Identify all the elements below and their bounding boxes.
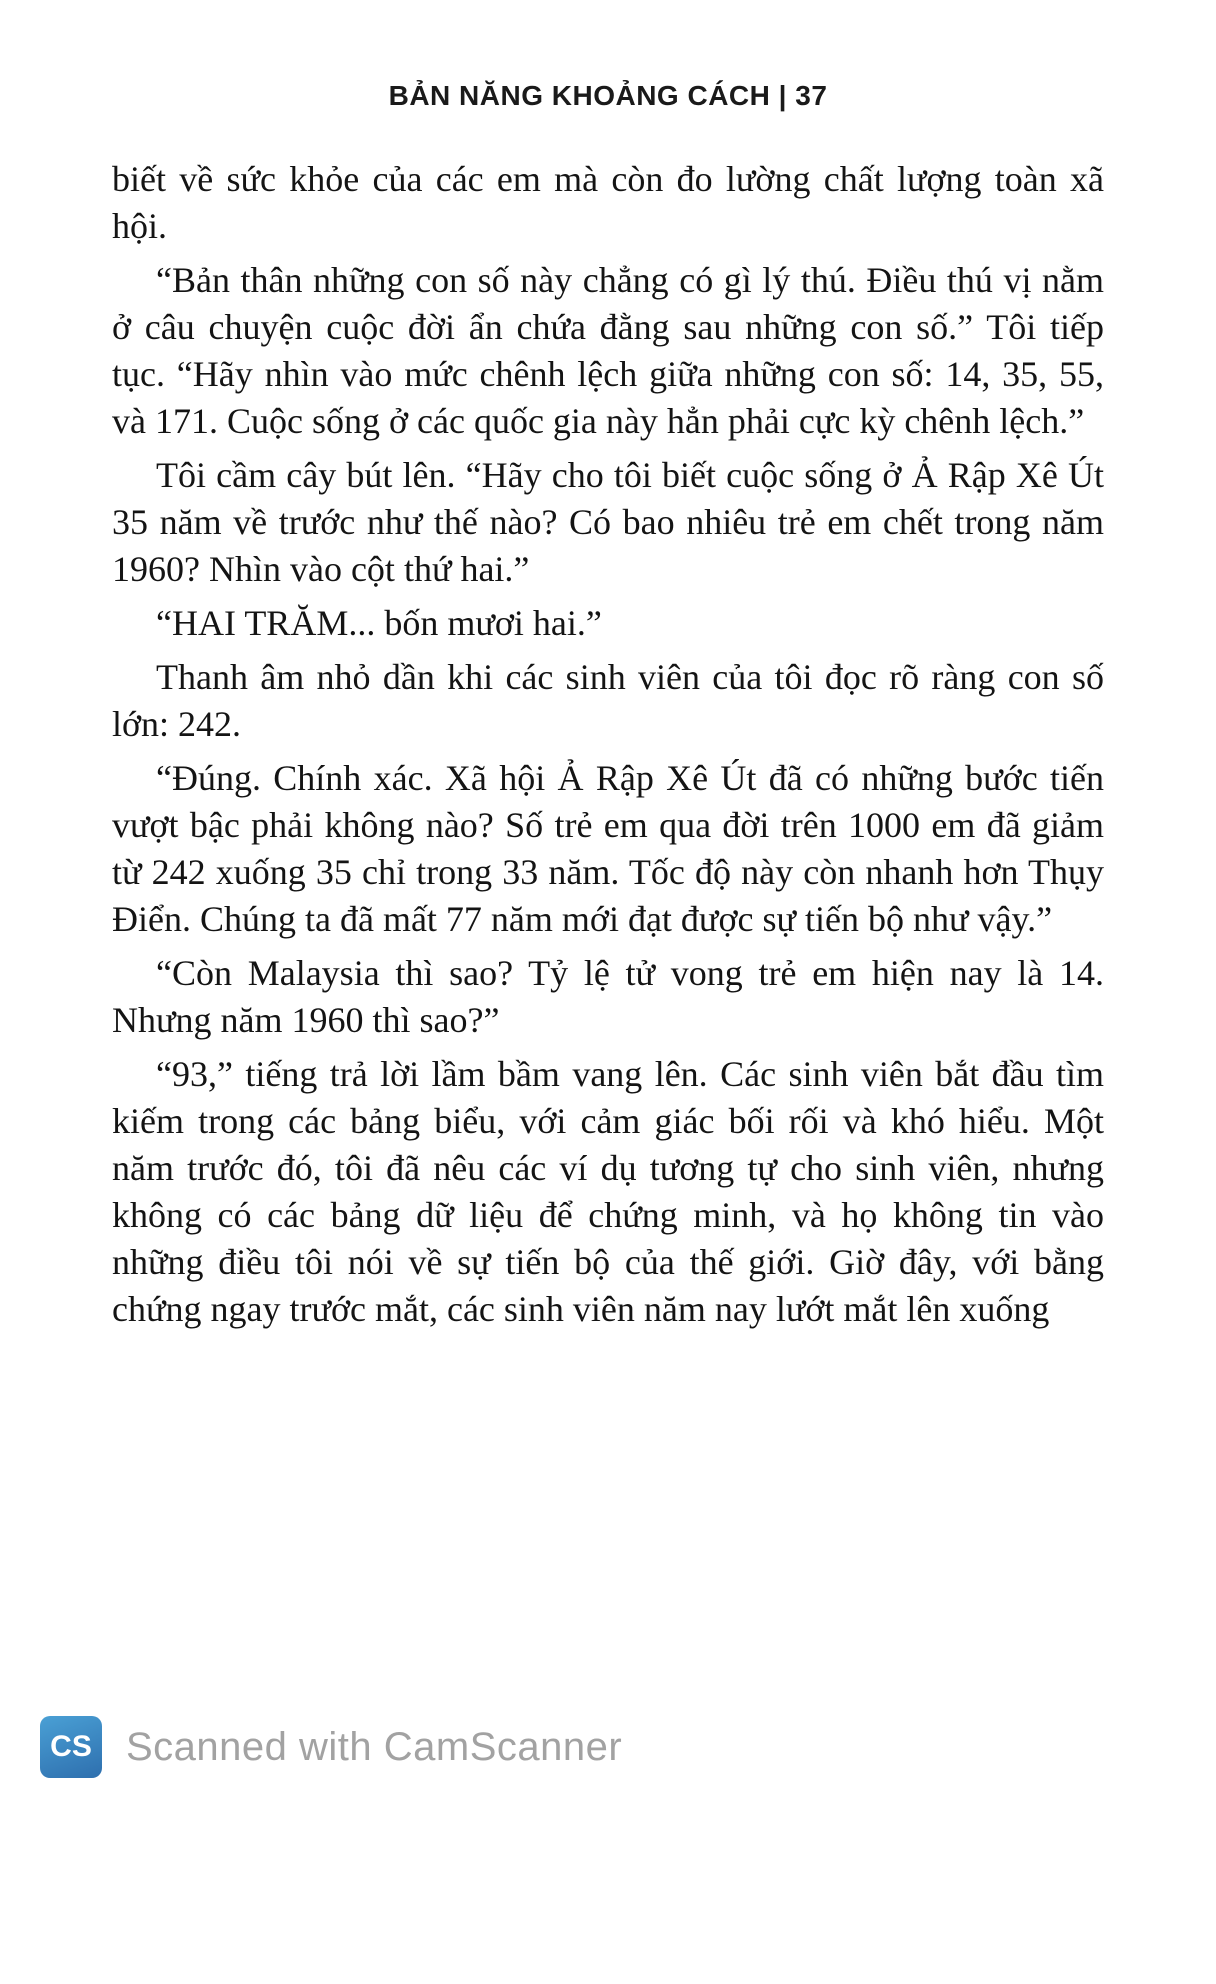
camscanner-watermark-text: Scanned with CamScanner xyxy=(126,1724,623,1769)
camscanner-footer xyxy=(0,1695,1216,1799)
body-paragraph: “Đúng. Chính xác. Xã hội Ả Rập Xê Út đã có những bước tiến vượt bậc phải không nào? Số trẻ em qua đời trên 1000 em đã giảm từ 242 xuống 35 chỉ trong 33 năm. Tốc độ này còn nhanh hơn Thụy Điển. Chúng ta đã mất 77 năm mới đạt được sự tiến bộ như vậy.” xyxy=(112,758,1104,939)
body-paragraph: “93,” tiếng trả lời lầm bầm vang lên. Các sinh viên bắt đầu tìm kiếm trong các bảng biểu, với cảm giác bối rối và khó hiểu. Một năm trước đó, tôi đã nêu các ví dụ tương tự cho sinh viên, nhưng không có các bảng dữ liệu để chứng minh, và họ không tin vào những điều tôi nói về sự tiến bộ của thế giới. Giờ đây, với bằng chứng ngay trước mắt, các sinh viên năm nay lướt mắt lên xuống xyxy=(112,1054,1104,1329)
page-header: BẢN NĂNG KHOẢNG CÁCH | 37 xyxy=(388,80,828,111)
body-paragraph: “Còn Malaysia thì sao? Tỷ lệ tử vong trẻ em hiện nay là 14. Nhưng năm 1960 thì sao?” xyxy=(112,953,1104,1040)
body-paragraph: Thanh âm nhỏ dần khi các sinh viên của tôi đọc rõ ràng con số lớn: 242. xyxy=(112,657,1104,744)
camscanner-logo-icon: CS xyxy=(40,1716,102,1778)
body-paragraph: “HAI TRĂM... bốn mươi hai.” xyxy=(156,603,602,643)
body-paragraph: Tôi cầm cây bút lên. “Hãy cho tôi biết cuộc sống ở Ả Rập Xê Út 35 năm về trước như thế nào? Có bao nhiêu trẻ em chết trong năm 1960? Nhìn vào cột thứ hai.” xyxy=(112,455,1104,589)
body-paragraph: biết về sức khỏe của các em mà còn đo lường chất lượng toàn xã hội. xyxy=(112,159,1104,246)
body-text-block xyxy=(112,156,1104,1333)
body-paragraph: “Bản thân những con số này chẳng có gì lý thú. Điều thú vị nằm ở câu chuyện cuộc đời ẩn chứa đằng sau những con số.” Tôi tiếp tục. “Hãy nhìn vào mức chênh lệch giữa những con số: 14, 35, 55, và 171. Cuộc sống ở các quốc gia này hẳn phải cực kỳ chênh lệch.” xyxy=(112,260,1104,441)
